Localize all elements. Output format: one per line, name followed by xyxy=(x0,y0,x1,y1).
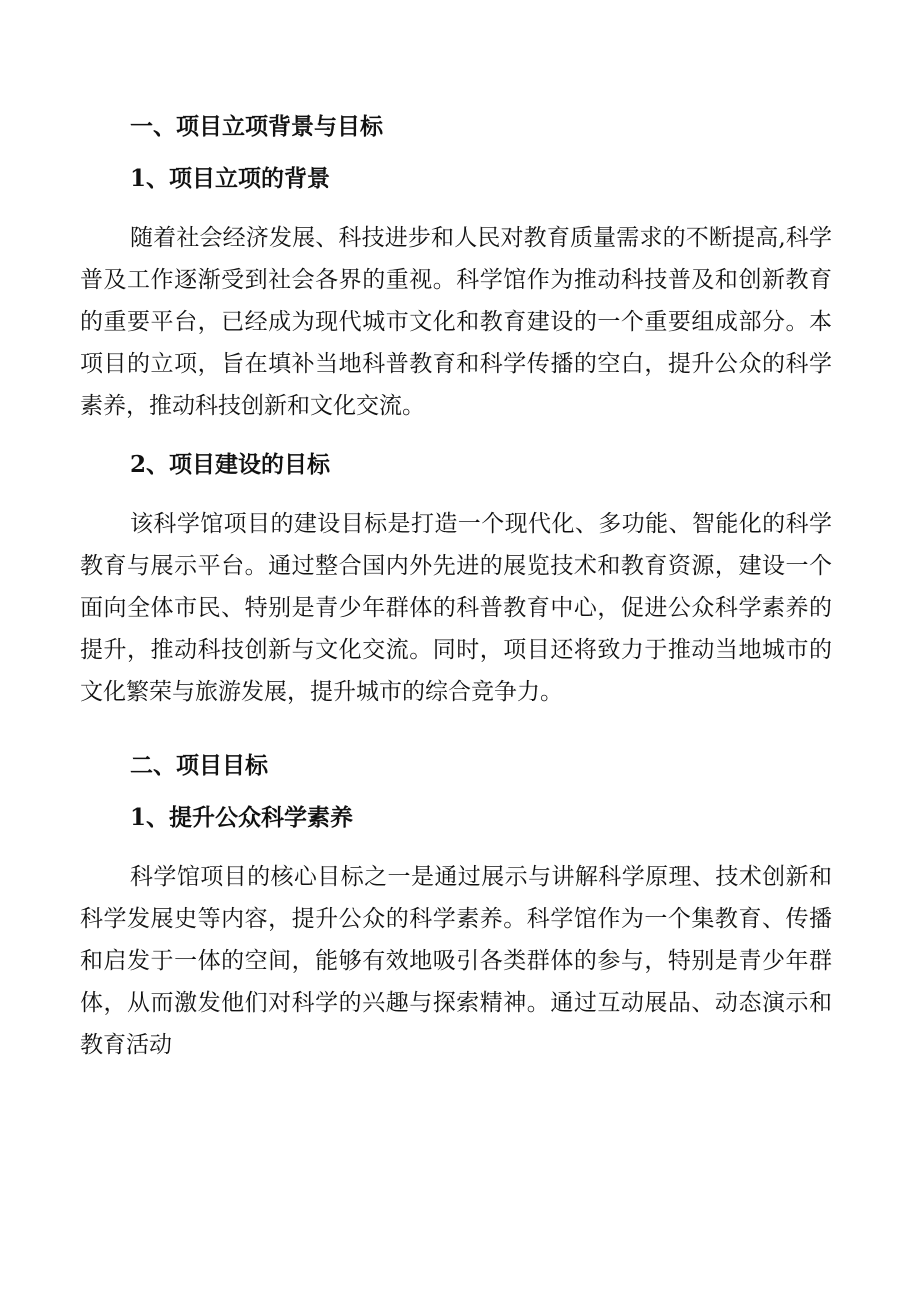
section-1-2-heading: 2、项目建设的目标 xyxy=(130,451,331,478)
section-2-heading: 二、项目目标 xyxy=(130,753,268,779)
section-1-heading: 一、项目立项背景与目标 xyxy=(130,114,383,140)
section-1-1-paragraph: 随着社会经济发展、科技进步和人民对教育质量需求的不断提高,科学普及工作逐渐受到社会各界的重视。科学馆作为推动科技普及和创新教育的重要平台，已经成为现代城市文化和教育建设的一个重要组成部分。本项目的立项，旨在填补当地科普教育和科学传播的空白，提升公众的科学素养，推动科技创新和文化交流。 xyxy=(80,225,832,419)
section-1-2-paragraph: 该科学馆项目的建设目标是打造一个现代化、多功能、智能化的科学教育与展示平台。通过整合国内外先进的展览技术和教育资源，建设一个面向全体市民、特别是青少年群体的科普教育中心，促进公众科学素养的提升，推动科技创新与文化交流。同时，项目还将致力于推动当地城市的文化繁荣与旅游发展，提升城市的综合竞争力。 xyxy=(80,511,832,705)
section-2-1-heading: 1、提升公众科学素养 xyxy=(130,804,354,831)
section-2-1-paragraph: 科学馆项目的核心目标之一是通过展示与讲解科学原理、技术创新和科学发展史等内容，提升公众的科学素养。科学馆作为一个集教育、传播和启发于一体的空间，能够有效地吸引各类群体的参与，特别是青少年群体，从而激发他们对科学的兴趣与探索精神。通过互动展品、动态演示和教育活动 xyxy=(80,864,832,1058)
section-1-1-heading: 1、项目立项的背景 xyxy=(130,165,331,192)
